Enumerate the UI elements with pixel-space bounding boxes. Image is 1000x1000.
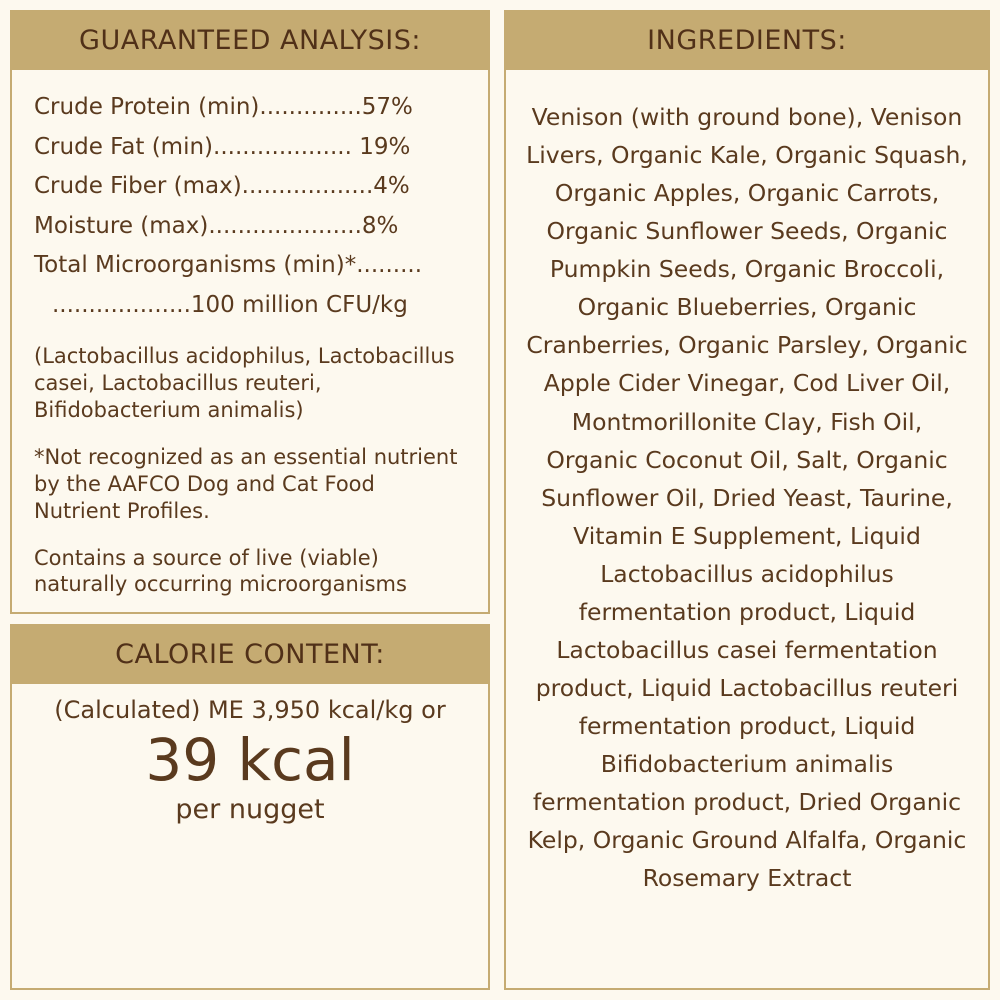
guaranteed-analysis-header: GUARANTEED ANALYSIS: xyxy=(12,12,488,70)
list-item: Crude Fat (min)................... 19% xyxy=(34,133,411,160)
right-column xyxy=(504,10,990,990)
list-item: Crude Fiber (max)..................4% xyxy=(34,173,410,200)
list-item: Crude Protein (min)..............57% xyxy=(34,94,413,120)
ingredients-text: Venison (with ground bone), Venison Livers, Organic Kale, Organic Squash, Organic Apples, Organic Carrots, Organic Sunflower Seeds, Organic Pumpkin Seeds, Organic Broccoli, Organic Blueberries, Organic Cranberries, Organic Parsley, Organic Apple Cider Vinegar, Cod Liver Oil, Montmorillonite Clay, Fish Oil, Organic Coconut Oil, Salt, Organic Sunflower Oil, Dried Yeast, Taurine, Vitamin E Supplement, Liquid Lactobacillus acidophilus fermentation product, Liquid Lactobacillus casei fermentation product, Liquid Lactobacillus reuteri fermentation product, Liquid Bifidobacterium animalis fermentation product, Dried Organic Kelp, Organic Ground Alfalfa, Organic Rosemary Extract xyxy=(526,103,968,893)
calorie-content-body xyxy=(12,684,488,836)
ingredients-header: INGREDIENTS: xyxy=(506,12,988,70)
kcal-per-nugget-value: 39 kcal xyxy=(145,726,355,795)
calculated-me-line: (Calculated) ME 3,950 kcal/kg or xyxy=(54,696,446,725)
calorie-content-header: CALORIE CONTENT: xyxy=(12,626,488,684)
calorie-content-panel xyxy=(10,624,490,990)
guaranteed-analysis-panel xyxy=(10,10,490,614)
left-column xyxy=(10,10,490,990)
list-item: Total Microorganisms (min)*......... xyxy=(34,252,423,279)
microorganisms-continuation: ...................100 million CFU/kg xyxy=(52,291,408,318)
ingredients-panel xyxy=(504,10,990,990)
live-microorganisms-note: Contains a source of live (viable) naturally occurring microorganisms xyxy=(34,545,407,597)
cultures-note: (Lactobacillus acidophilus, Lactobacillus casei, Lactobacillus reuteri, Bifidobacterium animalis) xyxy=(34,344,455,423)
list-item: Moisture (max).....................8% xyxy=(34,212,399,239)
guaranteed-analysis-list xyxy=(34,88,466,286)
guaranteed-analysis-body xyxy=(12,70,488,612)
kcal-per-nugget-label: per nugget xyxy=(175,793,325,825)
aafco-footnote: *Not recognized as an essential nutrient by the AAFCO Dog and Cat Food Nutrient Profiles. xyxy=(34,444,458,523)
